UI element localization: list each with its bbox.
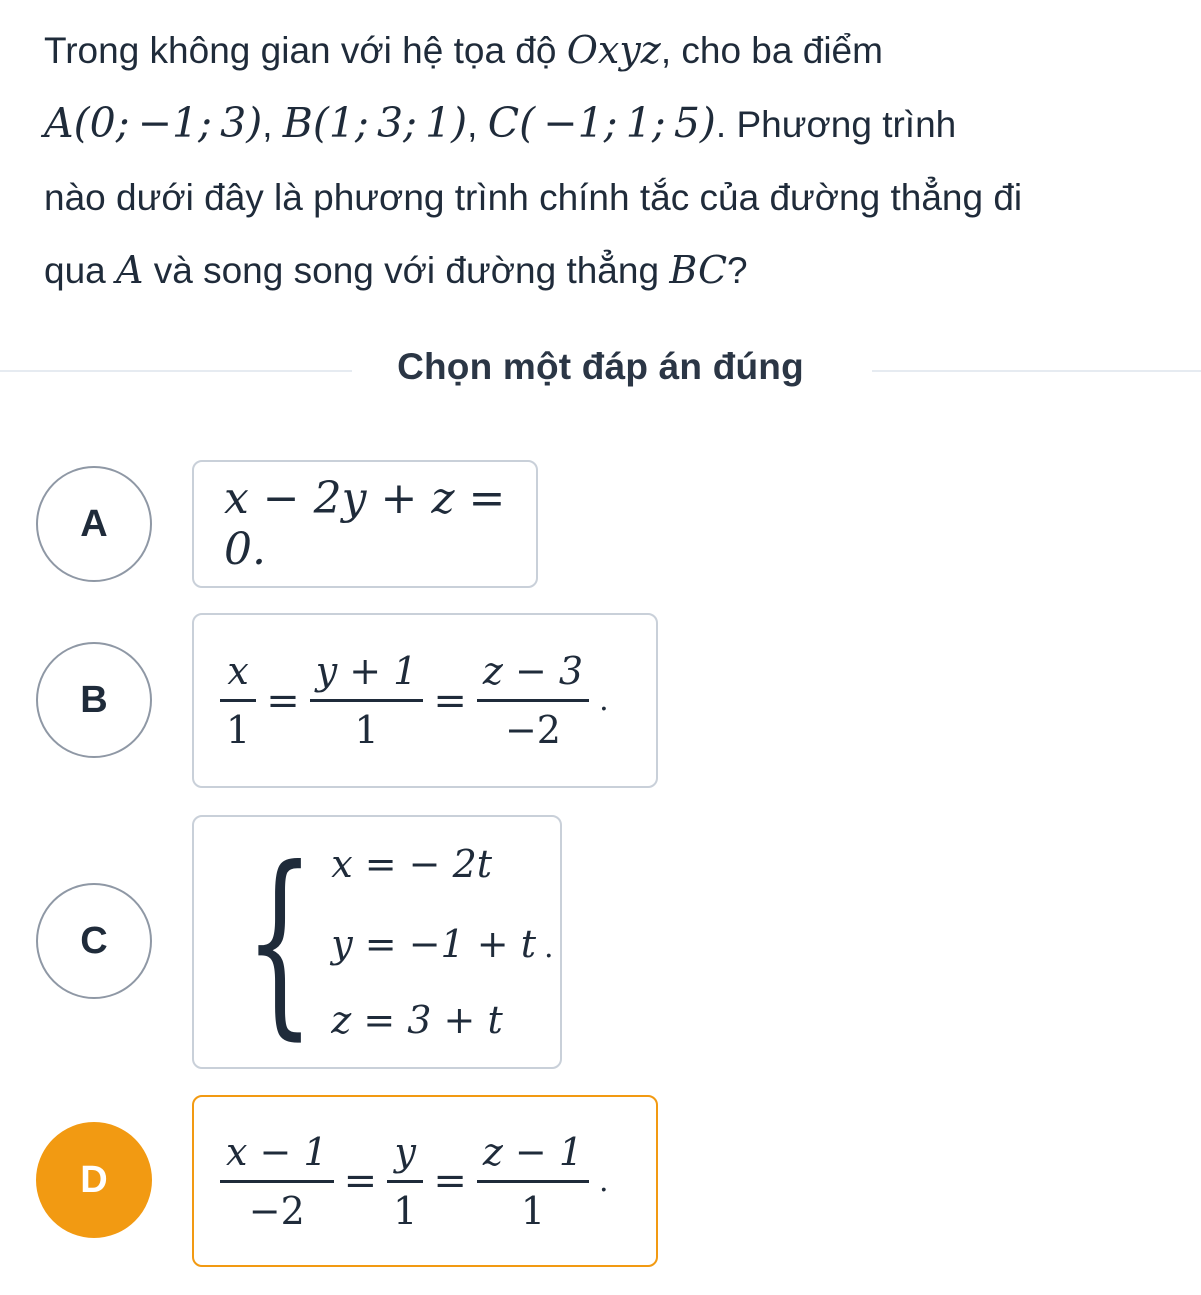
option-b-fraction-x: $\frac{x}{1}$ [220,649,256,752]
option-b-fraction-y: $\frac{y + 1}{1}$ [310,649,424,752]
instruction-row [0,340,1201,400]
option-a-letter-circle[interactable]: A [36,466,152,582]
option-d-fraction-x: $\frac{x - 1}{-2}$ [220,1130,334,1233]
coordinate-system: Oxyz [566,28,661,72]
option-d[interactable] [0,1095,1201,1267]
option-b-answer-box[interactable] [192,613,658,788]
point-c: C( −1; 1; 5) [487,99,716,147]
divider-right [872,370,1201,372]
option-c-letter-circle[interactable]: C [36,883,152,999]
option-b-fraction-z: $\frac{z - 3}{-2}$ [477,649,589,752]
instruction-label: Chọn một đáp án đúng [397,346,804,387]
option-d-equation: $\frac{x - 1}{-2}$ = $\frac{y}{1}$ = $\frac{z - 1}{1}$ . [214,1130,613,1233]
option-b-equation: $\frac{x}{1}$ = $\frac{y + 1}{1}$ = $\frac{z - 3}{-2}$ . [214,649,613,752]
question-line-2: A(0; −1; 3), B(1; 3; 1), C( −1; 1; 5). Phương trình [44,99,957,147]
option-c-line-x: x = − 2t [331,842,493,886]
option-c-line-y: y = −1 + t [331,921,537,966]
question-line-3: nào dưới đây là phương trình chính tắc của đường thẳng đi [44,177,1023,218]
question-text [44,14,1164,307]
option-c-line-z: z = 3 + t [331,998,503,1042]
question-line-1: Trong không gian với hệ tọa độ Oxyz, cho ba điểm [44,28,883,72]
option-b-letter-circle[interactable]: B [36,642,152,758]
option-d-answer-box[interactable] [192,1095,658,1267]
option-a-answer-box[interactable] [192,460,538,588]
option-b[interactable] [0,613,1201,788]
option-d-fraction-y: $\frac{y}{1}$ [387,1130,423,1233]
option-d-fraction-z: $\frac{z - 1}{1}$ [477,1130,589,1233]
point-a: A(0; −1; 3) [44,99,263,147]
option-c-parametric-system: { x = − 2t y = −1 + t . z = 3 + t [244,825,554,1058]
question-line-4: qua A và song song với đường thẳng BC? [44,248,748,292]
option-a-equation: x − 2y + z = 0. [224,473,506,575]
option-d-letter-circle[interactable]: D [36,1122,152,1238]
point-b: B(1; 3; 1) [282,99,468,147]
option-c[interactable] [0,815,1201,1069]
option-a[interactable] [0,460,1201,588]
option-c-answer-box[interactable] [192,815,562,1069]
left-brace: { [244,825,315,1058]
